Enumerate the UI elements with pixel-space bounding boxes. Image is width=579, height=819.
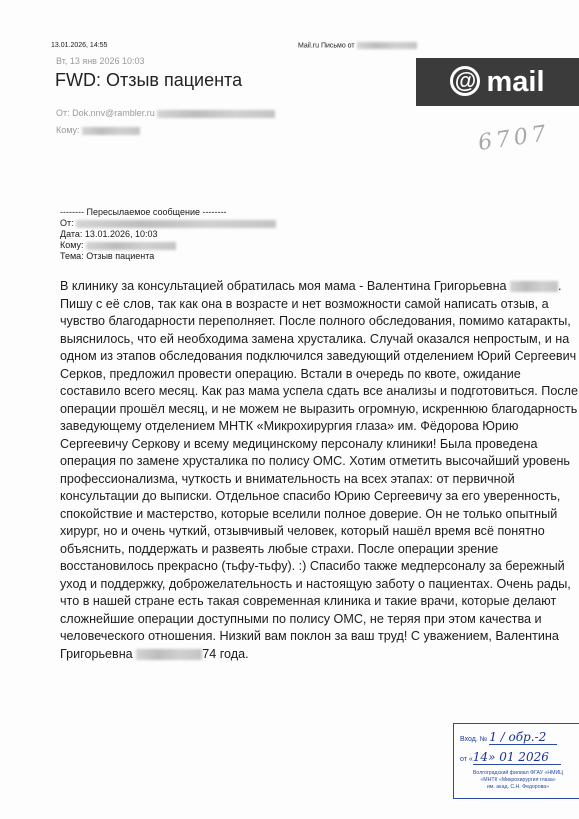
- original-date: Вт, 13 янв 2026 10:03: [56, 56, 145, 66]
- redacted-surname-2: [136, 649, 202, 660]
- redacted-from-name: [157, 110, 275, 118]
- redacted-surname: [510, 281, 558, 292]
- original-to: [56, 125, 140, 135]
- incoming-stamp: [453, 723, 579, 799]
- redacted-sender: [357, 42, 417, 49]
- forwarded-date: Дата: 13.01.2026, 10:03: [60, 229, 158, 239]
- original-to-label: Кому:: [56, 125, 80, 135]
- redacted-forwarded-to: [86, 242, 176, 250]
- stamp-org-line2: «МНТК «Микрохирургия глаза»: [480, 777, 556, 783]
- forwarded-to-label: Кому:: [60, 240, 84, 250]
- stamp-incoming-number: 1 / обр.-2: [489, 730, 557, 745]
- stamp-date-row: [460, 750, 561, 765]
- forwarded-from: [60, 218, 276, 229]
- logo-text: mail: [486, 66, 545, 98]
- handwritten-number: 6707: [476, 121, 552, 156]
- forwarded-subject: Тема: Отзыв пациента: [60, 251, 155, 261]
- redacted-forwarded-from: [76, 220, 276, 228]
- print-title-text: Mail.ru Письмо от: [298, 42, 355, 50]
- forwarded-from-label: От:: [60, 218, 74, 228]
- body-text-end: 74 года.: [202, 646, 249, 661]
- body-text-start: В клинику за консультацией обратилась моя мама - Валентина Григорьевна: [60, 279, 507, 293]
- message-body: В клинику за консультацией обратилась моя мама - Валентина Григорьевна . Пишу с её слов, так как она в возрасте и нет возможности самой написать отзыв, а чувство благодарности переполняет. После полного обследования, помимо катаракты, выяснилось, что ей необходима замена хрусталика. Случай оказался непростым, и на одном из этапов обследования подключился заведующий отделением Юрий Сергеевич Серков, предложил провести операцию. Встали в очередь по квоте, ожидание составило всего месяц. Как раз мама успела сдать все анализы и подготовиться. После операции прошёл месяц, и не можем не выразить огромную, искреннюю благодарность заведующему отделением МНТК «Микрохирургия глаза» им. Фёдорова Юрию Сергеевичу Серкову и всему медицинскому персоналу клиники! Была проведена операция по замене хрусталика по полису ОМС. Хотим отметить высочайший уровень профессионализма, чуткость и внимательность на всех этапах: от первичной консультации до выписки. Отдельное спасибо Юрию Сергеевичу за его уверенность, спокойствие и мастерство, которые вселили полное доверие. Он не только опытный хирург, но и очень чуткий, отзывчивый человек, который нашёл время всё понятно объяснить, поддержать и развеять любые страхи. После операции зрение восстановилось прекрасно (тьфу-тьфу). :) Спасибо также медперсоналу за бережный уход и поддержку, доброжелательность и настоящую заботу о пациентах. Очень рады, что в нашей стране есть такая современная клиника и такие врачи, которые делают сложнейшие операции доступными по полису ОМС, не теряя при этом качества и человеческого отношения. Низкий вам поклон за ваш труд! С уважением, Валентина Григорьевна 74 года.: [60, 279, 578, 661]
- stamp-incoming-label: Вход. №: [460, 736, 488, 743]
- stamp-incoming-row: [460, 730, 557, 745]
- print-title: [298, 42, 417, 49]
- stamp-date-value: 14» 01 2026: [473, 750, 561, 765]
- stamp-org-line3: им. акад. С.Н. Федорова»: [486, 784, 550, 790]
- original-from-text: От: Dok.nnv@rambler.ru: [56, 108, 155, 118]
- stamp-org-line1: Волгоградский филиал ФГАУ «НМИЦ: [472, 770, 564, 776]
- mail-logo: [416, 58, 579, 106]
- redacted-to: [82, 127, 140, 135]
- original-from: [56, 108, 275, 118]
- print-date: 13.01.2026, 14:55: [51, 42, 108, 49]
- email-subject: FWD: Отзыв пациента: [55, 70, 243, 90]
- forwarded-heading: -------- Пересылаемое сообщение --------: [60, 207, 227, 217]
- at-icon: @: [450, 66, 480, 96]
- body-text-main: Пишу с её слов, так как она в возрасте и нет возможности самой написать отзыв, а чувство благодарности переполняет. После полного обследования, помимо катаракты, выяснилось, что ей необходима замена хрусталика. Случай оказался непростым, и на одном из этапов обследования подключился заведующий отделением Юрий Сергеевич Серков, предложил провести операцию. Встали в очередь по квоте, ожидание составило всего месяц. Как раз мама успела сдать все анализы и подготовиться. После операции прошёл месяц, и не можем не выразить огромную, искреннюю благодарность заведующему отделением МНТК «Микрохирургия глаза» им. Фёдорова Юрию Сергеевичу Серкову и всему медицинскому персоналу клиники! Была проведена операция по замене хрусталика по полису ОМС. Хотим отметить высочайший уровень профессионализма, чуткость и внимательность на всех этапах: от первичной консультации до выписки. Отдельное спасибо Юрию Сергеевичу за его уверенность, спокойствие и мастерство, которые вселили полное доверие. Он не только опытный хирург, но и очень чуткий, отзывчивый человек, который нашёл время всё понятно объяснить, поддержать и развеять любые страхи. После операции зрение восстановилось прекрасно (тьфу-тьфу). :) Спасибо также медперсоналу за бережный уход и поддержку, доброжелательность и настоящую заботу о пациентах. Очень рады, что в нашей стране есть такая современная клиника и такие врачи, которые делают сложнейшие операции доступными по полису ОМС, не теряя при этом качества и человеческого отношения. Низкий вам поклон за ваш труд! С уважением, Валентина Григорьевна: [60, 296, 578, 661]
- forwarded-to: [60, 240, 176, 251]
- stamp-date-prefix: от «: [460, 756, 473, 763]
